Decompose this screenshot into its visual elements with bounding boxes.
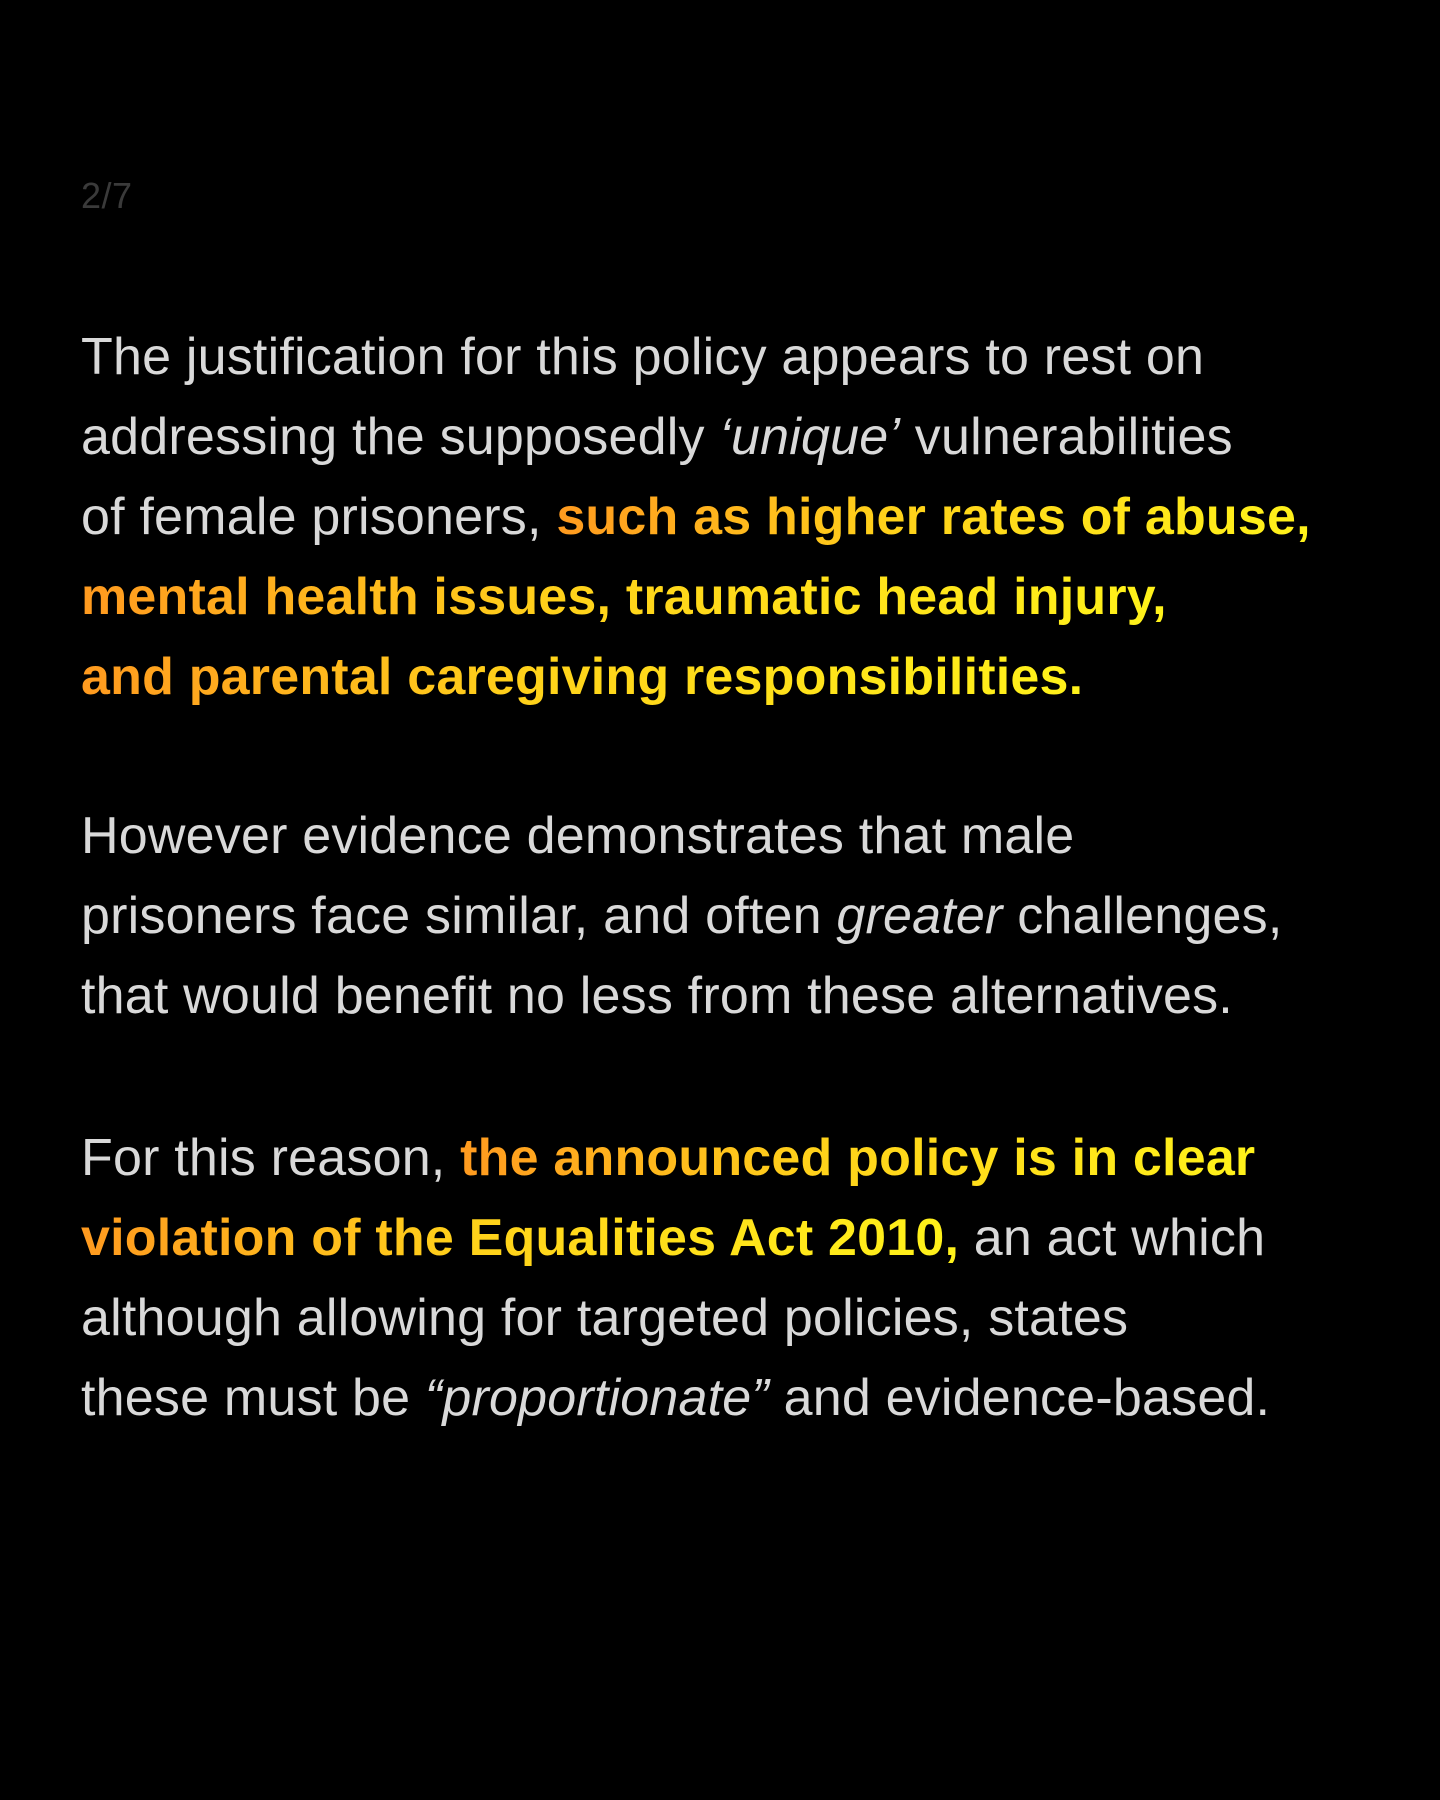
- text-line: [81, 1118, 1381, 1198]
- text-line: [81, 956, 1381, 1036]
- text-line: [81, 876, 1381, 956]
- highlight-text: violation of the Equalities Act 2010,: [81, 1209, 960, 1267]
- italic-emphasis: greater: [836, 887, 1003, 945]
- highlight-text: such as higher rates of abuse,: [556, 488, 1311, 546]
- text-run: these must be: [81, 1369, 425, 1427]
- text-line: [81, 317, 1381, 397]
- text-line: [81, 397, 1381, 477]
- text-run: although allowing for targeted policies, states: [81, 1289, 1129, 1347]
- italic-emphasis: ‘unique’: [719, 408, 901, 466]
- highlight-text: the announced policy is in clear: [460, 1129, 1256, 1187]
- paragraph-conclusion: [81, 1118, 1381, 1438]
- text-line: [81, 1198, 1381, 1278]
- text-run: vulnerabilities: [900, 408, 1233, 466]
- text-line: [81, 477, 1381, 557]
- paragraph-evidence: [81, 796, 1381, 1036]
- page-indicator: 2/7: [81, 175, 133, 216]
- text-run: For this reason,: [81, 1129, 461, 1187]
- highlight-text: mental health issues, traumatic head injury,: [81, 568, 1167, 626]
- text-run: challenges,: [1002, 887, 1283, 945]
- text-line: [81, 1278, 1381, 1358]
- text-run: that would benefit no less from these alternatives.: [81, 967, 1233, 1025]
- text-line: [81, 637, 1381, 717]
- text-run: However evidence demonstrates that male: [81, 807, 1075, 865]
- text-run: and evidence-based.: [768, 1369, 1271, 1427]
- text-run: an act which: [959, 1209, 1266, 1267]
- highlight-text: and parental caregiving responsibilities.: [81, 648, 1084, 706]
- paragraph-justification: [81, 317, 1381, 717]
- text-run: prisoners face similar, and often: [81, 887, 837, 945]
- italic-emphasis: “proportionate”: [424, 1369, 769, 1427]
- text-run: The justification for this policy appears to rest on: [81, 328, 1205, 386]
- text-line: [81, 1358, 1381, 1438]
- text-line: [81, 557, 1381, 637]
- text-line: [81, 796, 1381, 876]
- text-run: addressing the supposedly: [81, 408, 720, 466]
- text-run: of female prisoners,: [81, 488, 557, 546]
